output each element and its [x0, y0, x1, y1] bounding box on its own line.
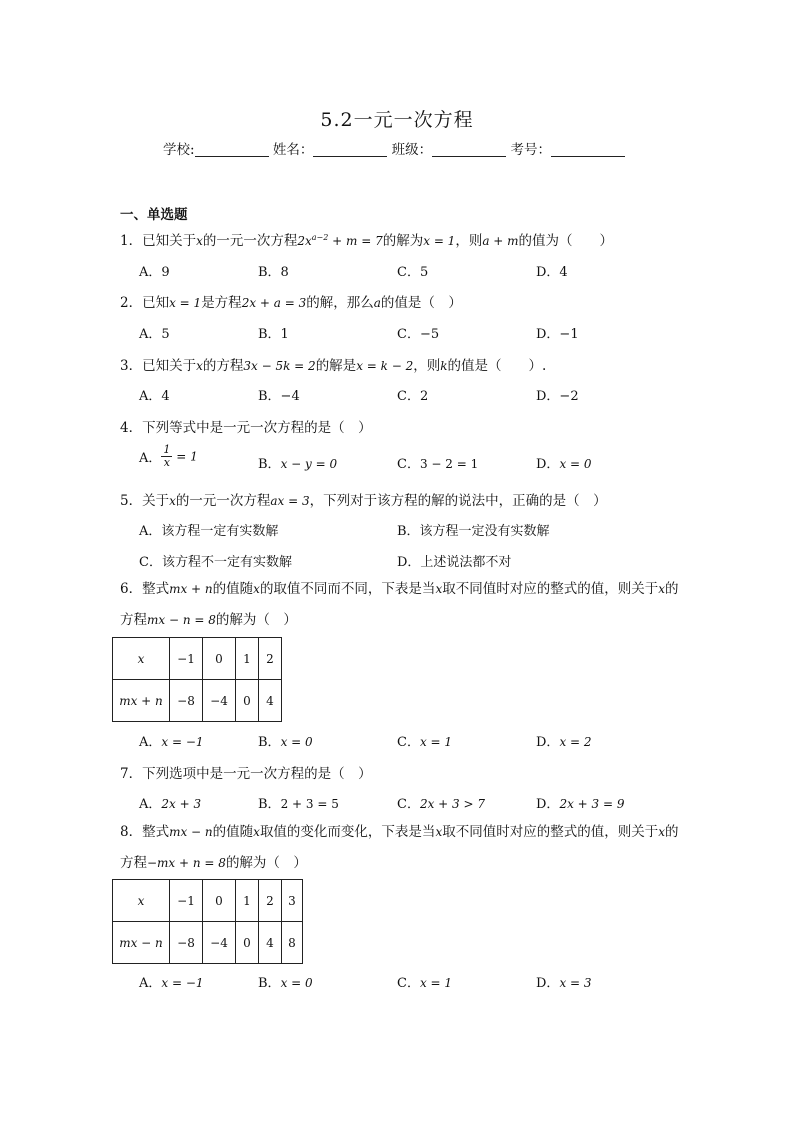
- table-cell: x: [113, 638, 170, 680]
- table-cell: −4: [203, 922, 236, 964]
- q6-text-f: 的解为（ ）: [215, 612, 297, 628]
- table-row: [113, 880, 303, 922]
- q5-option-c[interactable]: C．该方程不一定有实数解: [139, 555, 292, 570]
- q2-text-c: 的解，那么: [306, 295, 374, 311]
- table-cell: 0: [236, 680, 259, 722]
- q3-var-x: x: [196, 359, 203, 373]
- q8-expression: mx − n: [169, 825, 213, 839]
- q1-option-b[interactable]: B．8: [258, 265, 289, 280]
- q3-option-c[interactable]: C．2: [397, 389, 429, 404]
- table-cell: 2: [259, 880, 282, 922]
- q8a-label: A．: [139, 976, 162, 991]
- school-blank[interactable]: [195, 142, 269, 157]
- table-cell: mx + n: [113, 680, 170, 722]
- q4d-label: D．: [536, 457, 560, 472]
- page-title: 5.2一元一次方程: [320, 109, 474, 131]
- question-2-stem: [120, 291, 462, 311]
- table-cell: 1: [236, 638, 259, 680]
- table-cell: 0: [203, 638, 236, 680]
- q6d-eq: x = 2: [559, 735, 592, 749]
- q8-text-b: 的值随: [212, 824, 254, 840]
- q8c-eq: x = 1: [419, 976, 453, 990]
- q4a-denominator: x: [163, 456, 170, 469]
- q6-var-x2: x: [435, 582, 443, 596]
- q7-option-b[interactable]: [258, 793, 339, 812]
- q2-text-b: 是方程: [201, 295, 242, 311]
- school-label: 学校:: [163, 142, 195, 158]
- q6a-label: A．: [139, 735, 162, 750]
- q8c-label: C．: [397, 976, 420, 991]
- table-cell: 0: [236, 922, 259, 964]
- q2-solution: x = 1: [169, 296, 202, 310]
- q6d-label: D．: [536, 735, 560, 750]
- table-cell: 1: [236, 880, 259, 922]
- question-5-stem: [120, 489, 607, 509]
- question-8-stem: [120, 817, 680, 879]
- q1-option-d[interactable]: D．4: [536, 265, 568, 280]
- q6b-eq: x = 0: [280, 735, 313, 749]
- q1-text-c: 的解为: [382, 233, 424, 249]
- q6-option-b[interactable]: [258, 731, 313, 750]
- q3-option-b[interactable]: B．−4: [258, 389, 300, 404]
- q7-option-d[interactable]: [536, 793, 624, 812]
- q6-value-table: [112, 637, 282, 722]
- q2-text-a: 2．已知: [120, 295, 170, 311]
- q1-expression: a + m: [482, 234, 519, 248]
- q3-equation: 3x − 5k = 2: [243, 359, 316, 373]
- q7d-eq: 2x + 3 = 9: [559, 797, 625, 811]
- q7d-label: D．: [536, 797, 560, 812]
- q8-var-x3: x: [658, 825, 665, 839]
- q5-var-x: x: [169, 494, 176, 508]
- table-cell: 3: [282, 880, 303, 922]
- q8-text-e: 的方程: [120, 824, 679, 871]
- name-blank[interactable]: [313, 142, 387, 157]
- q8b-eq: x = 0: [280, 976, 313, 990]
- q8-equation: −mx + n = 8: [147, 856, 226, 870]
- q2-option-b[interactable]: B．1: [258, 327, 289, 342]
- q4-option-d[interactable]: [536, 453, 592, 472]
- table-cell: −8: [170, 922, 203, 964]
- table-cell: −8: [170, 680, 203, 722]
- q3-option-d[interactable]: D．−2: [536, 389, 579, 404]
- q8-value-table: [112, 879, 303, 964]
- q8-text-c: 取值的变化而变化，下表是当: [259, 824, 436, 840]
- q6-text-d: 取不同值时对应的整式的值，则关于: [442, 581, 659, 597]
- q8d-label: D．: [536, 976, 560, 991]
- section-heading: 一、单选题: [120, 207, 188, 223]
- q6-option-c[interactable]: [397, 731, 452, 750]
- q7b-label: B．: [258, 797, 281, 812]
- q3-text-a: 3．已知关于: [120, 358, 197, 374]
- table-cell: −1: [170, 638, 203, 680]
- table-cell: 2: [259, 638, 282, 680]
- q6-var-x3: x: [658, 582, 665, 596]
- q1-solution: x = 1: [423, 234, 456, 248]
- q8-text-f: 的解为（ ）: [225, 855, 307, 871]
- q3-text-e: 的值是（ ）.: [447, 358, 547, 374]
- table-row: [113, 680, 282, 722]
- q7a-label: A．: [139, 797, 162, 812]
- q2-text-d: 的值是（ ）: [380, 295, 462, 311]
- q1-equation: [297, 234, 382, 248]
- q4a-numerator: 1: [163, 443, 171, 456]
- name-label: 姓名：: [272, 142, 314, 158]
- q2-option-d[interactable]: D．−1: [536, 327, 579, 342]
- q1-eq-base: 2x: [297, 234, 312, 248]
- q5-option-a[interactable]: A．该方程一定有实数解: [139, 524, 279, 539]
- q6-text-a: 6．整式: [120, 581, 170, 597]
- class-label: 班级：: [391, 142, 433, 158]
- table-cell: 4: [259, 680, 282, 722]
- table-cell: −4: [203, 680, 236, 722]
- q5-text-a: 5．关于: [120, 493, 170, 509]
- q7a-eq: 2x + 3: [161, 797, 202, 811]
- q8d-eq: x = 3: [559, 976, 592, 990]
- question-7-stem: 7．下列选项中是一元一次方程的是（ ）: [120, 766, 372, 782]
- q7-option-a[interactable]: [139, 793, 201, 812]
- q4b-eq: x − y = 0: [280, 457, 338, 471]
- q1-text-e: 的值为（ ）: [518, 233, 614, 249]
- q8-var-x2: x: [435, 825, 443, 839]
- q8-option-c[interactable]: [397, 972, 452, 991]
- number-blank[interactable]: [551, 142, 625, 157]
- q6-option-d[interactable]: [536, 731, 592, 750]
- table-cell: 0: [203, 880, 236, 922]
- q7c-eq: 2x + 3 > 7: [419, 797, 485, 811]
- q2-option-a[interactable]: A．5: [139, 327, 170, 342]
- table-cell: 8: [282, 922, 303, 964]
- q8-text-a: 8．整式: [120, 824, 170, 840]
- q3-var-k: k: [440, 359, 448, 373]
- q7-option-c[interactable]: [397, 793, 485, 812]
- student-info-line: [163, 138, 625, 158]
- q6c-label: C．: [397, 735, 420, 750]
- table-cell: −1: [170, 880, 203, 922]
- question-1-stem: [120, 229, 613, 249]
- table-cell: 4: [259, 922, 282, 964]
- number-label: 考号：: [510, 142, 551, 158]
- q4a-rest: = 1: [172, 449, 198, 464]
- q8-option-b[interactable]: [258, 972, 313, 991]
- q4-option-a-label: A．: [139, 451, 162, 466]
- q6c-eq: x = 1: [419, 735, 453, 749]
- q8-var-x: x: [253, 825, 260, 839]
- q6-text-e: 的方程: [120, 581, 679, 628]
- q1-option-c[interactable]: C．5: [397, 265, 429, 280]
- table-row: [113, 638, 282, 680]
- q2-equation: 2x + a = 3: [241, 296, 307, 310]
- q8a-eq: x = −1: [161, 976, 204, 990]
- question-6-stem: [120, 574, 680, 636]
- q5-equation: ax = 3: [270, 494, 310, 508]
- q3-option-a[interactable]: A．4: [139, 389, 170, 404]
- q6b-label: B．: [258, 735, 281, 750]
- q4-option-c[interactable]: [397, 453, 478, 472]
- q3-text-c: 的解是: [315, 358, 357, 374]
- q4-option-a[interactable]: [139, 444, 198, 469]
- q3-text-d: ，则: [413, 358, 441, 374]
- q5-text-b: 的一元一次方程: [175, 493, 271, 509]
- q7b-eq: 2 + 3 = 5: [280, 797, 339, 811]
- q6-expression: mx + n: [169, 582, 213, 596]
- table-row: [113, 922, 303, 964]
- table-cell: mx − n: [113, 922, 170, 964]
- q8-text-d: 取不同值时对应的整式的值，则关于: [442, 824, 659, 840]
- q3-solution: x = k − 2: [356, 359, 414, 373]
- q8-option-a[interactable]: [139, 972, 204, 991]
- q2-var-a: a: [373, 296, 381, 310]
- q1-var-x: x: [196, 234, 203, 248]
- q8-option-d[interactable]: [536, 972, 592, 991]
- q4c-eq: 3 − 2 = 1: [419, 457, 479, 471]
- q6-equation: mx − n = 8: [147, 613, 216, 627]
- q1-text-d: ，则: [455, 233, 483, 249]
- q5-text-c: ，下列对于该方程的解的说法中，正确的是（ ）: [309, 493, 607, 509]
- q1-eq-rest: + m = 7: [328, 234, 383, 248]
- table-cell: x: [113, 880, 170, 922]
- q3-text-b: 的方程: [202, 358, 244, 374]
- q6-option-a[interactable]: [139, 731, 204, 750]
- q7c-label: C．: [397, 797, 420, 812]
- question-4-stem: 4．下列等式中是一元一次方程的是（ ）: [120, 420, 372, 436]
- q5-option-d[interactable]: D．上述说法都不对: [397, 555, 512, 570]
- question-3-stem: [120, 354, 546, 374]
- q4d-eq: x = 0: [559, 457, 592, 471]
- q2-option-c[interactable]: C．−5: [397, 327, 440, 342]
- q1-text-b: 的一元一次方程: [202, 233, 298, 249]
- q4-option-b[interactable]: [258, 453, 337, 472]
- q1-text-a: 1．已知关于: [120, 233, 197, 249]
- q1-eq-exponent: a−2: [311, 233, 329, 242]
- q4-option-a-fraction: [161, 444, 172, 469]
- class-blank[interactable]: [432, 142, 506, 157]
- q4c-label: C．: [397, 457, 420, 472]
- q6a-eq: x = −1: [161, 735, 204, 749]
- q6-var-x: x: [253, 582, 260, 596]
- q8b-label: B．: [258, 976, 281, 991]
- q5-option-b[interactable]: B．该方程一定没有实数解: [397, 524, 550, 539]
- q1-option-a[interactable]: A．9: [139, 265, 170, 280]
- q6-text-c: 的取值不同而不同，下表是当: [259, 581, 436, 597]
- q6-text-b: 的值随: [212, 581, 254, 597]
- q4b-label: B．: [258, 457, 281, 472]
